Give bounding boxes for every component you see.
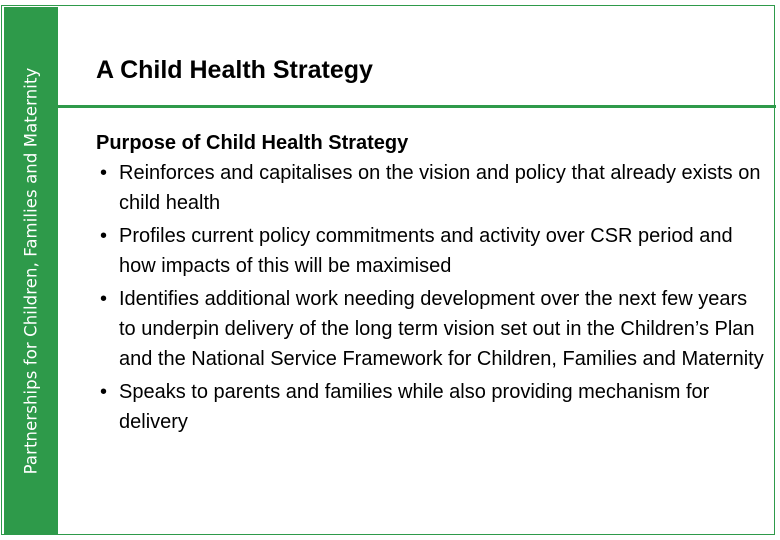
bullet-text: Profiles current policy commitments and activity over CSR period and how impacts of this will be maximised [119,225,733,277]
bullet-text: Identifies additional work needing development over the next few years to underpin delivery of the long term vision set out in the Children’s Plan and the National Service Framework for Children, Families and Maternity [119,288,764,370]
bullet-item [96,284,764,374]
bullet-icon: • [100,381,108,403]
page-title: A Child Health Strategy [96,56,373,84]
bullet-list [96,158,764,437]
bullet-item [96,158,764,218]
sidebar-vertical-text: Partnerships for Children, Families and Maternity [21,67,41,475]
bullet-text: Speaks to parents and families while also providing mechanism for delivery [119,381,710,433]
bullet-icon: • [100,225,108,247]
bullet-icon: • [100,162,108,184]
slide-content [96,128,764,440]
title-divider [58,105,776,108]
bullet-item [96,377,764,437]
bullet-icon: • [100,288,108,310]
content-subheading: Purpose of Child Health Strategy [96,132,409,154]
bullet-item [96,221,764,281]
bullet-text: Reinforces and capitalises on the vision and policy that already exists on child health [119,162,761,214]
